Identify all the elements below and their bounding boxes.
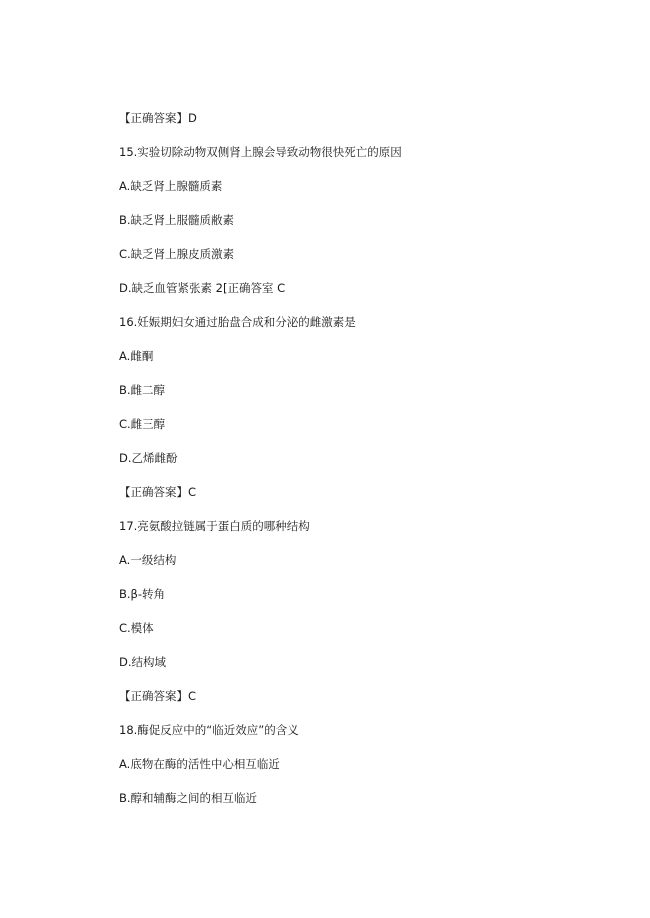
option-17-d: D.结构域 <box>119 655 167 669</box>
option-17-a: A.一级结构 <box>119 553 177 567</box>
option-18-a: A.底物在酶的活性中心相互临近 <box>119 757 280 771</box>
option-17-b: B.β-转角 <box>119 587 166 601</box>
question-18: 18.酶促反应中的“临近效应”的含义 <box>119 723 299 737</box>
option-16-d: D.乙烯雌酚 <box>119 451 178 465</box>
option-16-a: A.雌酮 <box>119 349 154 363</box>
option-16-b: B.雌二醇 <box>119 383 166 397</box>
answer-line-17: 【正确答案】C <box>119 689 197 703</box>
question-16: 16.妊娠期妇女通过胎盘合成和分泌的雌激素是 <box>119 315 356 329</box>
answer-line-16: 【正确答案】C <box>119 485 197 499</box>
answer-line-14: 【正确答案】D <box>119 111 197 125</box>
option-16-c: C.雌三醇 <box>119 417 166 431</box>
option-15-d-with-answer: D.缺乏血管紧张素 2[正确答室 C <box>119 281 286 295</box>
option-15-b: B.缺乏肾上服髓质敝素 <box>119 213 235 227</box>
option-15-c: C.缺乏肾上腺皮质激素 <box>119 247 235 261</box>
option-15-a: A.缺乏肾上腺髓质素 <box>119 179 223 193</box>
question-15: 15.实验切除动物双侧肾上腺会导致动物很快死亡的原因 <box>119 145 402 159</box>
question-17: 17.亮氨酸拉链属于蛋白质的哪种结构 <box>119 519 310 533</box>
option-18-b: B.醇和辅酶之间的相互临近 <box>119 791 258 805</box>
option-17-c: C.模体 <box>119 621 154 635</box>
